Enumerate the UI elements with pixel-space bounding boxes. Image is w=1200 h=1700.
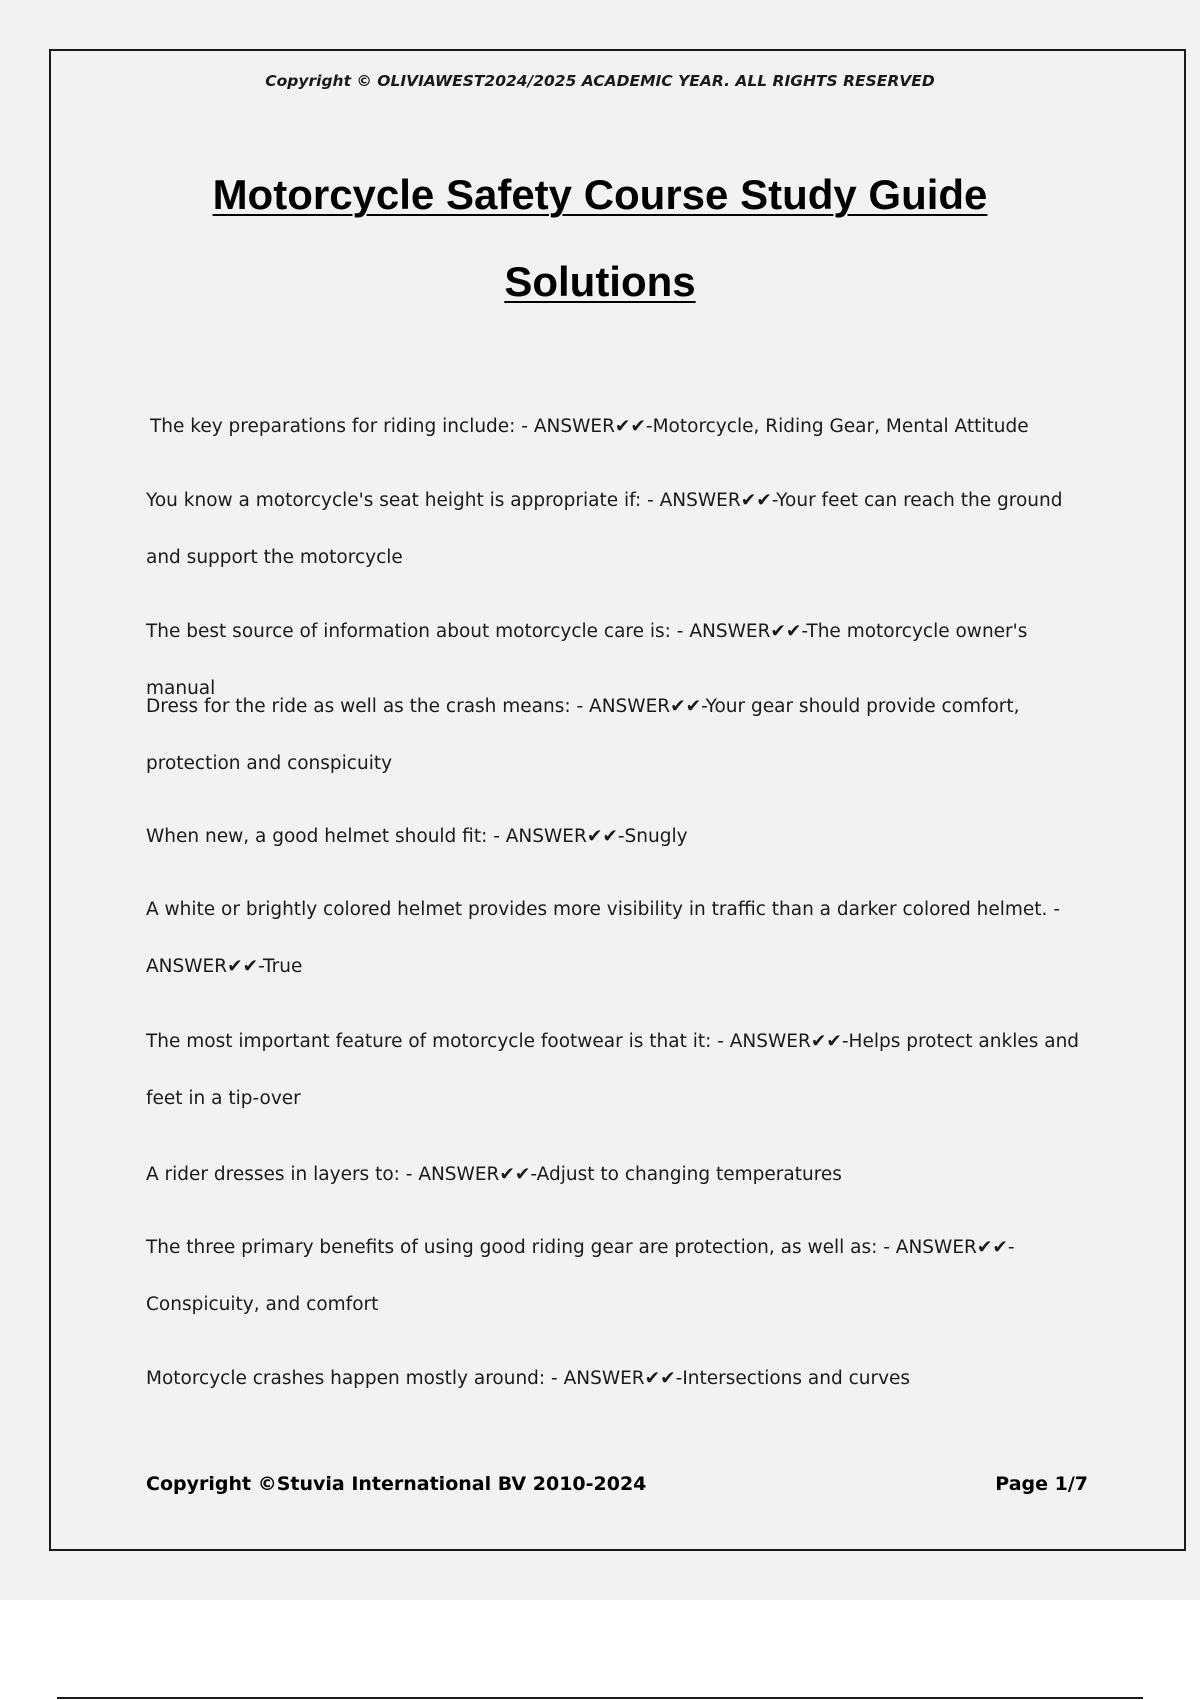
- qa-item-3: The best source of information about motorcycle care is: - ANSWER✔✔-The motorcycle owner's manual: [146, 621, 1028, 699]
- next-page-divider: [57, 1697, 1143, 1699]
- footer-copyright: Copyright ©Stuvia International BV 2010-2024: [146, 1473, 647, 1495]
- qa-item-7: The most important feature of motorcycle footwear is that it: - ANSWER✔✔-Helps protect ankles and feet in a tip-over: [146, 1031, 1080, 1109]
- qa-item-1: The key preparations for riding include: - ANSWER✔✔-Motorcycle, Riding Gear, Mental Attitude: [150, 416, 1029, 437]
- qa-item-2: You know a motorcycle's seat height is appropriate if: - ANSWER✔✔-Your feet can reach the ground and support the motorcycle: [146, 490, 1063, 568]
- qa-item-4: Dress for the ride as well as the crash means: - ANSWER✔✔-Your gear should provide comfort, protection and conspicuity: [146, 696, 1020, 774]
- qa-item-5: When new, a good helmet should fit: - ANSWER✔✔-Snugly: [146, 826, 688, 847]
- qa-item-9: The three primary benefits of using good riding gear are protection, as well as: - ANSWER✔✔-Conspicuity, and comfort: [146, 1237, 1015, 1315]
- document-title-line-2: Solutions: [504, 258, 696, 305]
- qa-item-8: A rider dresses in layers to: - ANSWER✔✔-Adjust to changing temperatures: [146, 1164, 842, 1185]
- qa-item-6: A white or brightly colored helmet provides more visibility in traffic than a darker colored helmet. - ANSWER✔✔-True: [146, 899, 1060, 977]
- qa-item-10: Motorcycle crashes happen mostly around: - ANSWER✔✔-Intersections and curves: [146, 1368, 911, 1389]
- header-copyright: Copyright © OLIVIAWEST2024/2025 ACADEMIC YEAR. ALL RIGHTS RESERVED: [265, 72, 935, 90]
- document-title-line-1: Motorcycle Safety Course Study Guide: [212, 171, 988, 218]
- page-number: Page 1/7: [995, 1473, 1088, 1495]
